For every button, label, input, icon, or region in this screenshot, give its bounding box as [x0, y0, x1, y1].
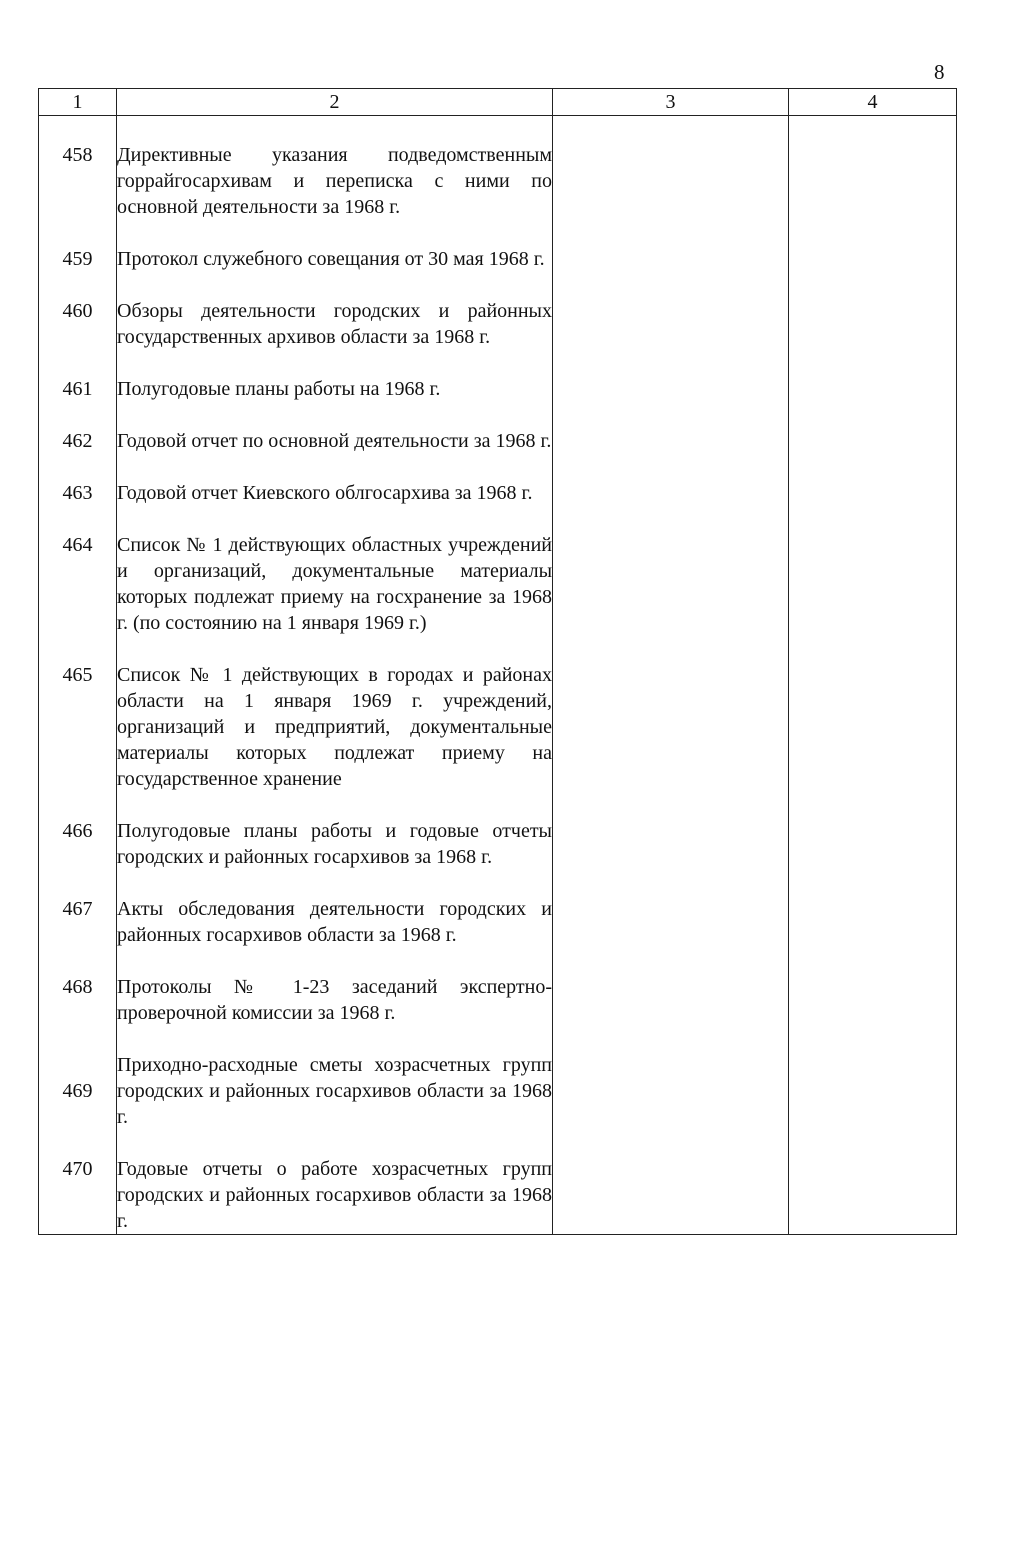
item-col-3 — [553, 480, 789, 506]
item-col-4 — [789, 142, 957, 220]
item-title: Обзоры деятельности городских и районных государственных архивов области за 1968 г. — [117, 300, 552, 348]
table-row — [39, 662, 957, 792]
item-col-4 — [789, 376, 957, 402]
inventory-table — [38, 88, 957, 1235]
item-col-4 — [789, 1052, 957, 1130]
item-col-4 — [789, 298, 957, 350]
item-number: 464 — [39, 532, 117, 636]
item-col-4 — [789, 818, 957, 870]
item-number: 469 — [39, 1052, 117, 1130]
header-col-3: 3 — [553, 89, 789, 116]
table-row — [39, 896, 957, 948]
item-col-4 — [789, 974, 957, 1026]
item-col-4 — [789, 428, 957, 454]
item-title: Протоколы № 1-23 заседаний экспертно-проверочной комиссии за 1968 г. — [117, 976, 552, 1024]
item-number: 467 — [39, 896, 117, 948]
item-title: Полугодовые планы работы и годовые отчеты городских и районных госархивов за 1968 г. — [117, 820, 552, 868]
item-title: Протокол служебного совещания от 30 мая 1968 г. — [117, 246, 553, 272]
table-row — [39, 298, 957, 350]
item-col-3 — [553, 142, 789, 220]
table-row — [39, 974, 957, 1026]
item-number: 463 — [39, 480, 117, 506]
item-col-3 — [553, 974, 789, 1026]
item-col-3 — [553, 1156, 789, 1235]
table-row — [39, 428, 957, 454]
table-row — [39, 376, 957, 402]
item-number: 462 — [39, 428, 117, 454]
item-title: Приходно-расходные сметы хозрасчетных групп городских и районных госархивов области за 1968 г. — [117, 1054, 552, 1128]
table-row — [39, 532, 957, 636]
item-title: Годовые отчеты о работе хозрасчетных групп городских и районных госархивов области за 1968 г. — [117, 1156, 553, 1235]
item-col-4 — [789, 662, 957, 792]
item-col-3 — [553, 376, 789, 402]
table-row — [39, 1156, 957, 1235]
page-number: 8 — [934, 60, 945, 84]
item-col-4 — [789, 480, 957, 506]
table-row — [39, 480, 957, 506]
item-col-4 — [789, 896, 957, 948]
item-number: 468 — [39, 974, 117, 1026]
item-number: 459 — [39, 246, 117, 272]
item-title: Годовой отчет по основной деятельности за 1968 г. — [117, 430, 552, 452]
item-number: 458 — [39, 142, 117, 220]
table-row — [39, 1052, 957, 1130]
table-row — [39, 246, 957, 272]
table-row — [39, 818, 957, 870]
header-col-1: 1 — [39, 89, 117, 116]
item-title: Список № 1 действующих в городах и районах области на 1 января 1969 г. учреждений, организаций и предприятий, документальные материалы которых подлежат приему на государственное хранение — [117, 664, 552, 790]
item-col-3 — [553, 896, 789, 948]
item-title: Полугодовые планы работы на 1968 г. — [117, 376, 553, 402]
item-number: 461 — [39, 376, 117, 402]
item-col-4 — [789, 246, 957, 272]
item-number: 470 — [39, 1156, 117, 1235]
item-col-3 — [553, 428, 789, 454]
item-col-3 — [553, 246, 789, 272]
item-title: Список № 1 действующих областных учреждений и организаций, документальные материалы которых подлежат приему на госхранение за 1968 г. (по состоянию на 1 января 1969 г.) — [117, 534, 552, 634]
header-col-2: 2 — [117, 89, 553, 116]
item-col-4 — [789, 1156, 957, 1235]
item-col-3 — [553, 1052, 789, 1130]
item-number: 460 — [39, 298, 117, 350]
item-number: 466 — [39, 818, 117, 870]
item-number: 465 — [39, 662, 117, 792]
item-title: Акты обследования деятельности городских и районных госархивов области за 1968 г. — [117, 898, 552, 946]
item-title: Годовой отчет Киевского облгосархива за 1968 г. — [117, 480, 553, 506]
header-col-4: 4 — [789, 89, 957, 116]
item-col-3 — [553, 298, 789, 350]
header-row — [39, 89, 957, 116]
table-row — [39, 142, 957, 220]
item-col-3 — [553, 818, 789, 870]
item-col-4 — [789, 532, 957, 636]
item-col-3 — [553, 662, 789, 792]
item-title: Директивные указания подведомственным горрайгосархивам и переписка с ними по основной деятельности за 1968 г. — [117, 144, 552, 218]
item-col-3 — [553, 532, 789, 636]
